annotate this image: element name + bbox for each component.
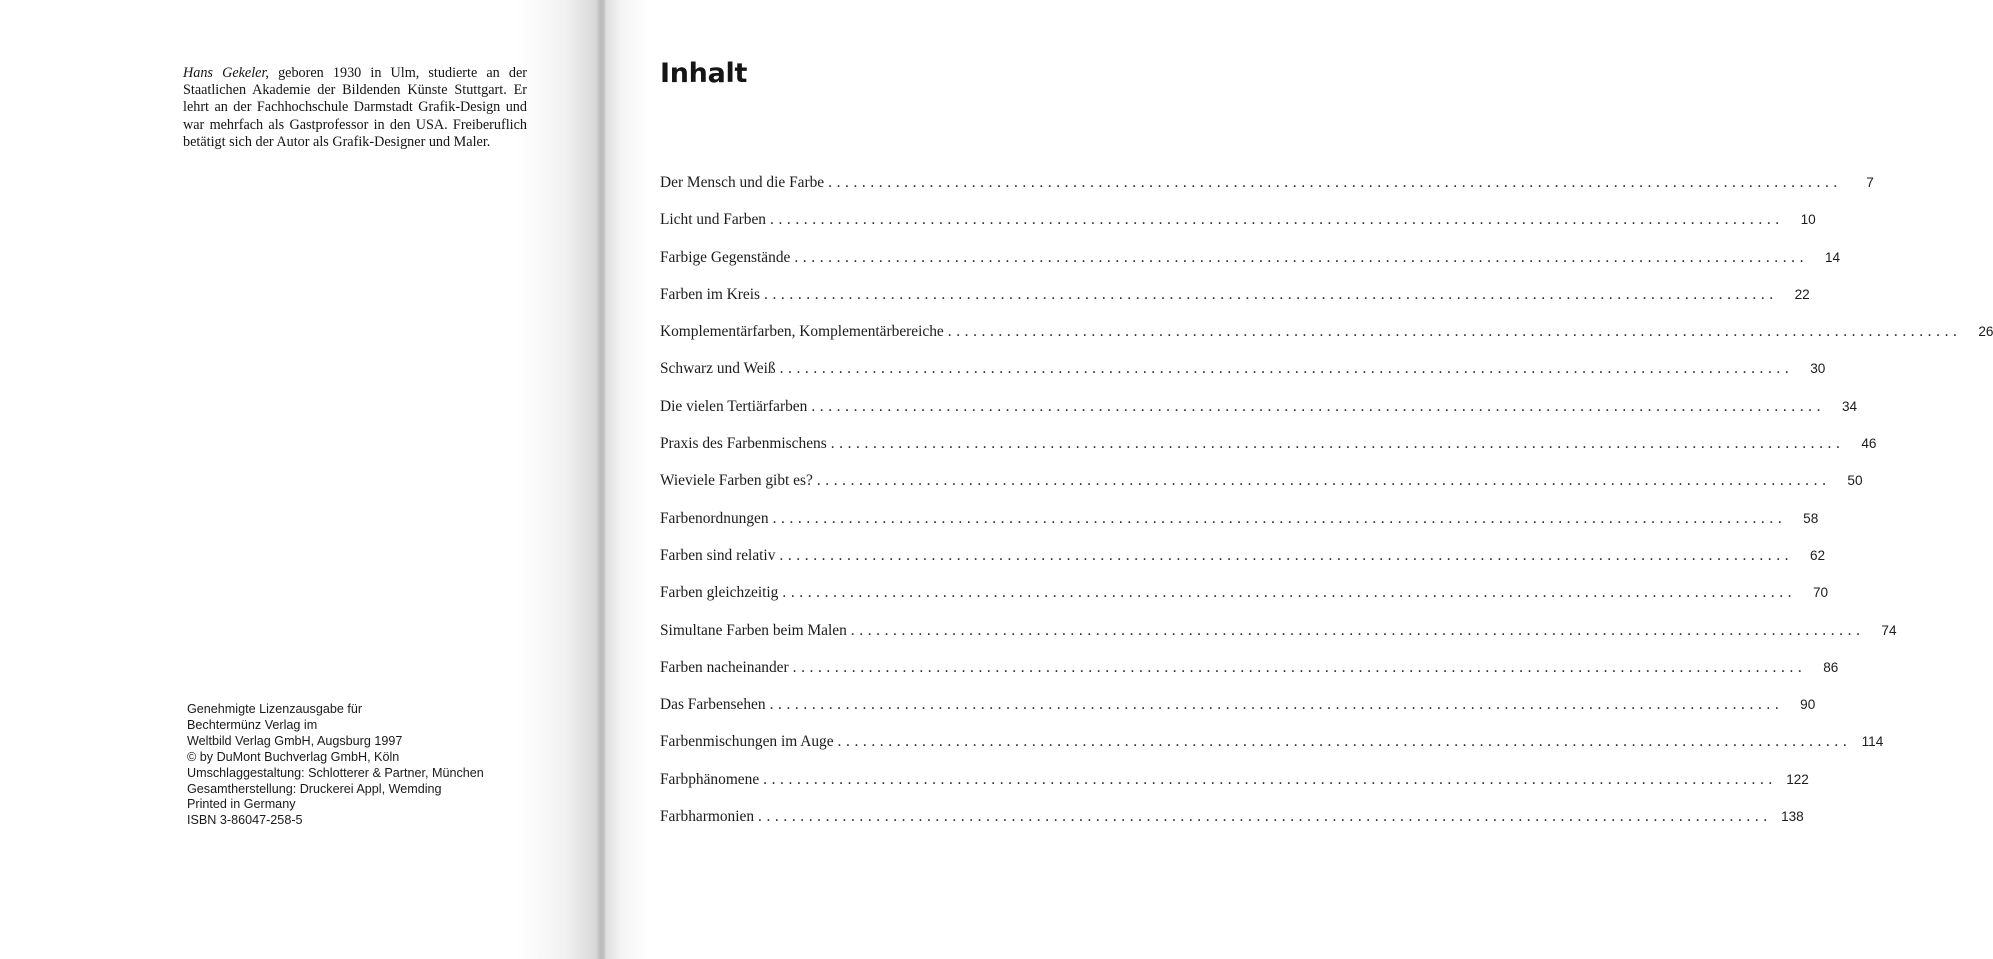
toc-page-number: 30 [1810,361,1826,377]
toc-page-number: 26 [1978,324,1993,340]
toc-entry[interactable] [660,621,1897,659]
toc-entry-title: Simultane Farben beim Malen [660,621,847,639]
dot-leader: ........................................................................................................................ [782,584,1797,602]
toc-entry[interactable] [660,509,1819,547]
toc-entry-title: Farben im Kreis [660,285,761,303]
toc-entry-title: Farbenmischungen im Auge [660,733,834,751]
dot-leader: ........................................................................................................................ [779,546,1794,564]
toc-entry-title: Farbharmonien [660,808,755,826]
toc-page-number: 22 [1794,286,1810,302]
toc-page-number: 58 [1803,510,1819,526]
book-gutter [597,0,605,959]
toc-page-number: 86 [1823,659,1839,675]
toc-entry[interactable] [660,360,1826,397]
imprint-line: Bechtermünz Verlag im [187,717,318,732]
imprint-line: Umschlaggestaltung: Schlotterer & Partner, München [187,765,484,780]
toc-entry-title: Farben sind relativ [660,546,776,564]
toc-page-number: 138 [1781,809,1804,825]
dot-leader: ........................................................................................................................ [779,360,1794,378]
dot-leader: ........................................................................................................................ [769,696,1784,714]
author-bio-text: geboren 1930 in Ulm, studierte an der Staatlichen Akademie der Bildenden Künste Stuttgart. Er lehrt an der Fachhochschule Darmstadt Grafik-Design und war mehrfach als Gastprofessor in den USA. Freiberuflich betätigt sich der Autor als Grafik-Designer und Maler. [183,65,528,150]
imprint-line: Gesamtherstellung: Druckerei Appl, Wemding [187,781,442,796]
toc-page-number: 7 [1866,175,1874,190]
dot-leader: ........................................................................................................................ [763,770,1777,788]
dot-leader: ........................................................................................................................ [794,248,1809,266]
toc-entry-title: Licht und Farben [660,211,766,229]
toc-page-number: 122 [1786,771,1809,787]
dot-leader: ........................................................................................................................ [792,658,1807,676]
dot-leader: ........................................................................................................................ [811,397,1826,415]
toc-page-number: 90 [1800,697,1816,713]
toc-entry[interactable] [660,733,1884,770]
imprint-line: Genehmigte Lizenzausgabe für [187,702,363,716]
dot-leader: ........................................................................................................................ [772,509,1787,527]
dot-leader: ........................................................................................................................ [837,733,1852,751]
toc-entry-title: Farben gleichzeitig [660,584,779,602]
toc-entry-title: Die vielen Tertiärfarben [660,397,808,415]
toc-entry[interactable] [660,546,1826,584]
toc-page-number: 14 [1824,249,1841,265]
toc-entry[interactable] [660,174,1874,211]
toc-page-number: 50 [1847,473,1863,489]
dot-leader: ........................................................................................................................ [947,323,1962,341]
dot-leader: ........................................................................................................................ [850,621,1865,639]
toc-entry[interactable] [660,323,1993,360]
toc-entry[interactable] [660,472,1863,509]
toc-entry[interactable] [660,584,1829,621]
imprint-line: ISBN 3-86047-258-5 [187,813,303,828]
dot-leader: ........................................................................................................................ [770,211,1784,229]
toc-page-number: 34 [1841,398,1858,414]
left-page [0,0,600,959]
author-name: Hans Gekeler, [183,65,269,81]
toc-title: Inhalt [660,58,748,89]
toc-entry-title: Der Mensch und die Farbe [660,174,825,191]
toc-entry[interactable] [660,248,1841,286]
toc-entry-title: Farbphänomene [660,770,760,788]
toc-page-number: 114 [1861,734,1884,750]
imprint-line: Weltbild Verlag GmbH, Augsburg 1997 [187,733,403,748]
author-bio [183,65,527,151]
toc-entry-title: Das Farbensehen [660,696,766,714]
toc-entry[interactable] [660,770,1809,808]
dot-leader: ........................................................................................................................ [764,285,1778,303]
toc-entry[interactable] [660,211,1816,248]
toc-entry[interactable] [660,397,1858,435]
toc-page-number: 74 [1881,622,1897,638]
toc-page-number: 62 [1810,547,1826,563]
table-of-contents [660,174,1993,845]
toc-entry-title: Farben nacheinander [660,658,789,676]
toc-entry[interactable] [660,696,1816,733]
toc-page-number: 46 [1861,436,1877,452]
toc-page-number: 70 [1812,585,1829,601]
toc-entry[interactable] [660,658,1839,696]
toc-entry-title: Schwarz und Weiß [660,360,776,378]
dot-leader: ........................................................................................................................ [758,808,1772,826]
toc-entry-title: Komplementärfarben, Komplementärbereiche [660,323,944,341]
toc-entry-title: Wieviele Farben gibt es? [660,472,813,490]
toc-entry-title: Praxis des Farbenmischens [660,435,827,453]
dot-leader: ........................................................................................................................ [816,472,1831,490]
toc-page-number: 10 [1800,212,1816,228]
toc-entry[interactable] [660,285,1810,323]
dot-leader: ........................................................................................................................ [828,174,1842,191]
toc-entry[interactable] [660,435,1877,472]
imprint [187,702,484,829]
toc-entry-title: Farbige Gegenstände [660,248,791,266]
dot-leader: ........................................................................................................................ [830,435,1845,453]
toc-entry[interactable] [660,808,1804,845]
toc-entry-title: Farbenordnungen [660,509,769,527]
imprint-line: Printed in Germany [187,797,296,812]
imprint-line: © by DuMont Buchverlag GmbH, Köln [187,749,400,764]
